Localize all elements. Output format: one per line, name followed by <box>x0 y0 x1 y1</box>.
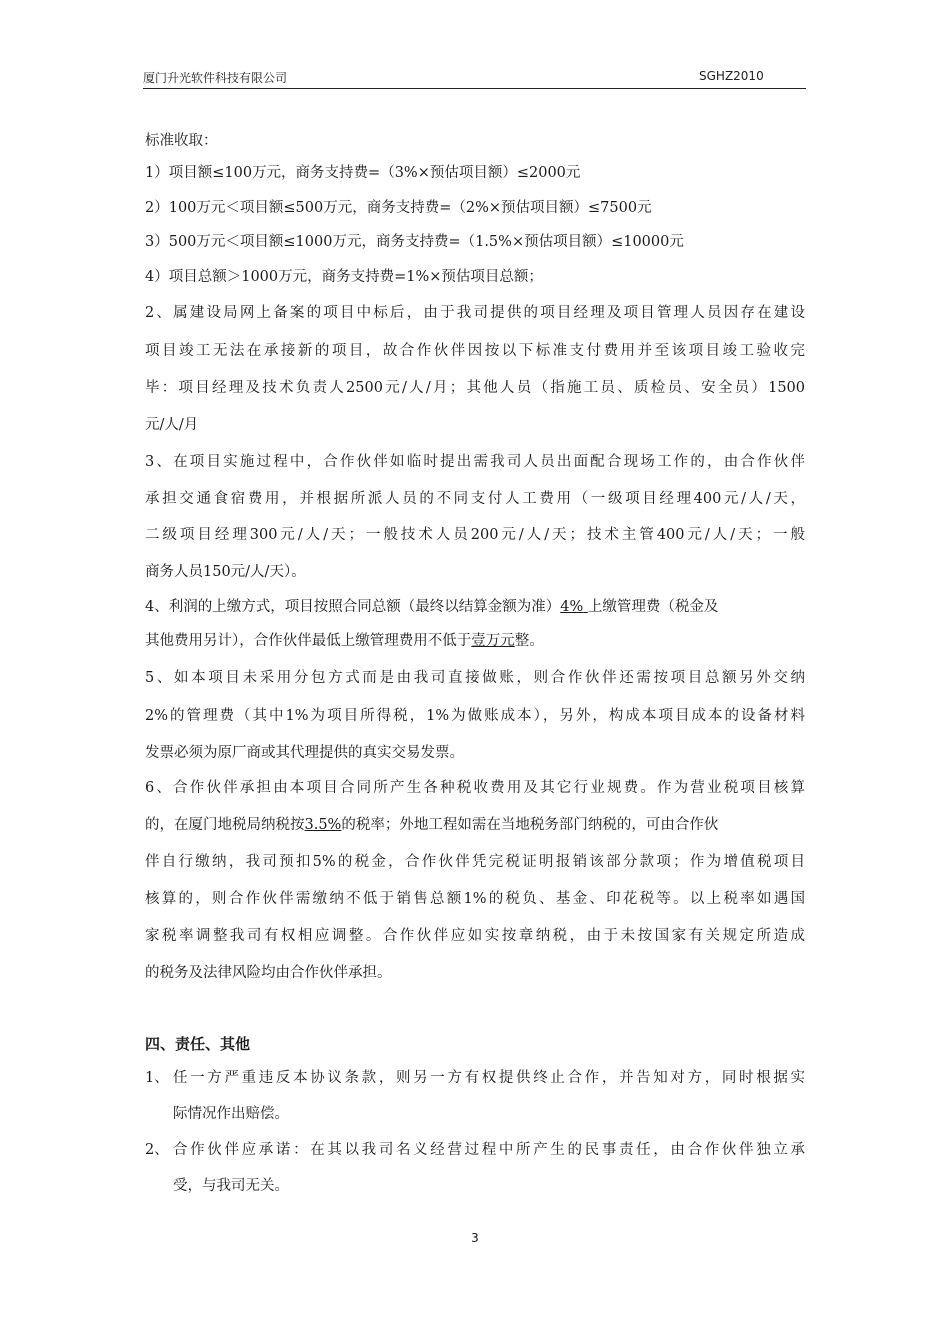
tier-2: 2）100万元＜项目额≤500万元，商务支持费=（2%×预估项目额）≤7500元 <box>145 200 652 216</box>
clause-4-text-c: 其他费用另计），合作伙伴最低上缴管理费用不低于 <box>145 633 472 649</box>
clause-6-line-6: 的税务及法律风险均由合作伙伴承担。 <box>145 965 392 981</box>
item-2-number: 2、 <box>145 1142 169 1158</box>
clause-5-line-2: 2%的管理费（其中1%为项目所得税，1%为做账成本），另外，构成本项目成本的设备材料 <box>145 708 805 724</box>
clause-5-line-3: 发票必须为原厂商或其代理提供的真实交易发票。 <box>145 745 464 761</box>
company-name: 厦门升光软件科技有限公司 <box>143 71 288 85</box>
tier-3: 3）500万元＜项目额≤1000万元，商务支持费=（1.5%×预估项目额）≤10000元 <box>145 234 684 250</box>
clause-3-line-1: 3、在项目实施过程中，合作伙伴如临时提出需我司人员出面配合现场工作的，由合作伙伴 <box>145 454 805 470</box>
clause-4-text-d: 整。 <box>514 633 544 649</box>
clause-4-text-b: 上缴管理费（税金及 <box>587 599 719 615</box>
tier-4: 4）项目总额＞1000万元，商务支持费=1%×预估项目总额； <box>145 269 543 285</box>
local-tax-rate: 3.5% <box>304 817 342 833</box>
page-header <box>143 68 806 89</box>
clause-6-line-2 <box>145 815 805 835</box>
page-number: 3 <box>471 1231 479 1245</box>
clause-3-line-4: 商务人员150元/人/天）。 <box>145 564 306 580</box>
section-4-heading: 四、责任、其他 <box>145 1035 251 1053</box>
tier-1: 1）项目额≤100万元，商务支持费=（3%×预估项目额）≤2000元 <box>145 165 581 181</box>
item-1-line-1: 任一方严重违反本协议条款，则另一方有权提供终止合作，并告知对方，同时根据实 <box>173 1070 805 1086</box>
clause-2-line-1: 2、属建设局网上备案的项目中标后，由于我司提供的项目经理及项目管理人员因存在建设 <box>145 305 805 321</box>
clause-4-line-2 <box>145 631 544 651</box>
clause-3-line-2: 承担交通食宿费用，并根据所派人员的不同支付人工费用（一级项目经理400元/人/天， <box>145 491 805 507</box>
item-1-number: 1、 <box>145 1070 169 1086</box>
item-1-line-2: 际情况作出赔偿。 <box>173 1106 289 1122</box>
clause-2-line-4: 元/人/月 <box>145 417 199 433</box>
clause-6-text-b: 的税率；外地工程如需在当地税务部门纳税的，可由合作伙 <box>341 817 719 833</box>
clause-6-line-5: 家税率调整我司有权相应调整。合作伙伴应如实按章纳税，由于未按国家有关规定所造成 <box>145 928 805 944</box>
intro-text: 标准收取： <box>145 133 218 149</box>
clause-2-line-3: 毕：项目经理及技术负责人2500元/人/月；其他人员（指施工员、质检员、安全员）1500 <box>145 380 805 396</box>
item-2-line-1: 合作伙伴应承诺：在其以我司名义经营过程中所产生的民事责任，由合作伙伴独立承 <box>173 1142 805 1158</box>
management-fee-rate: 4% <box>560 599 584 615</box>
item-2-line-2: 受，与我司无关。 <box>173 1178 289 1194</box>
clause-6-line-1: 6、合作伙伴承担由本项目合同所产生各种税收费用及其它行业规费。作为营业税项目核算 <box>145 780 805 796</box>
clause-3-line-3: 二级项目经理300元/人/天；一般技术人员200元/人/天；技术主管400元/人/天；一般 <box>145 527 805 543</box>
document-code: SGHZ2010 <box>699 69 764 83</box>
clause-2-line-2: 项目竣工无法在承接新的项目，故合作伙伴因按以下标准支付费用并至该项目竣工验收完 <box>145 343 805 359</box>
clause-5-line-1: 5、如本项目未采用分包方式而是由我司直接做账，则合作伙伴还需按项目总额另外交纳 <box>145 670 805 686</box>
clause-6-line-4: 核算的，则合作伙伴需缴纳不低于销售总额1%的税负、基金、印花税等。以上税率如遇国 <box>145 891 805 907</box>
clause-4-text-a: 4、利润的上缴方式，项目按照合同总额（最终以结算金额为准） <box>145 599 561 615</box>
clause-4-line-1 <box>145 597 718 617</box>
clause-6-text-a: 的，在厦门地税局纳税按 <box>145 817 305 833</box>
clause-6-line-3: 伴自行缴纳，我司预扣5%的税金，合作伙伴凭完税证明报销该部分款项；作为增值税项目 <box>145 854 805 870</box>
minimum-fee-amount: 壹万元 <box>471 633 515 649</box>
